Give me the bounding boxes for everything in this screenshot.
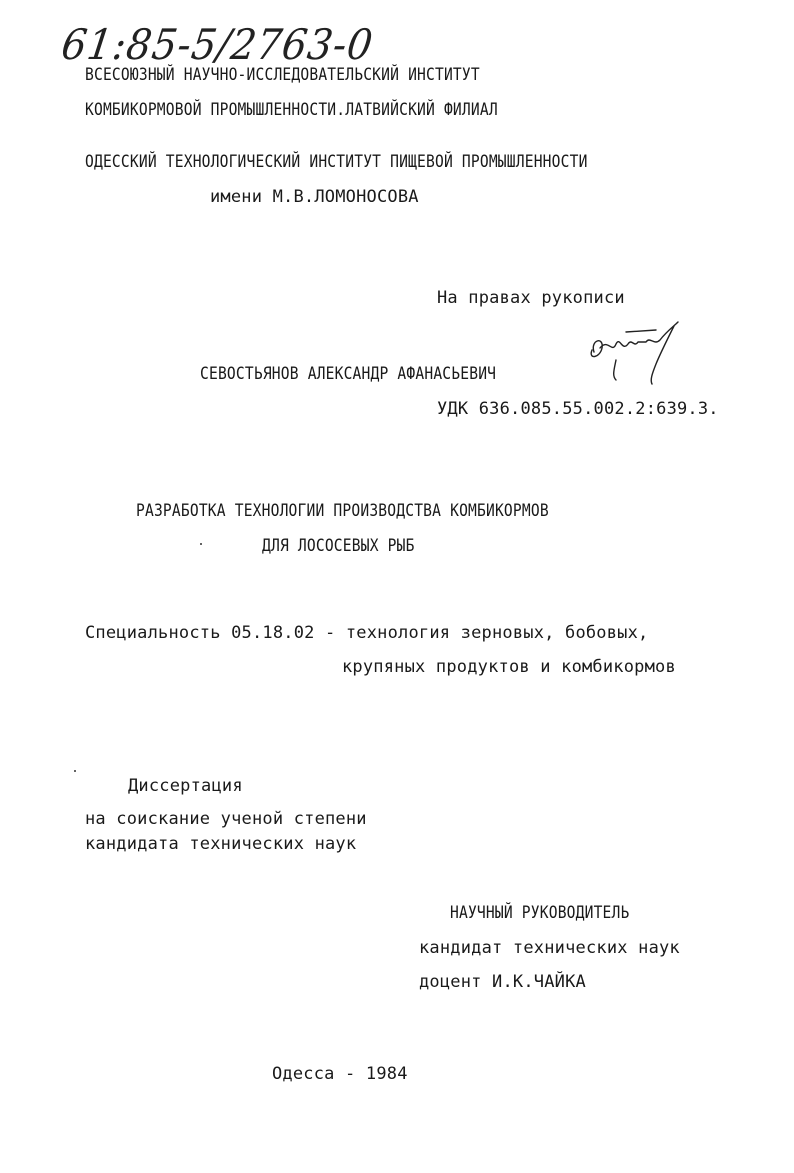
dissertation-line-2: на соискание ученой степени xyxy=(85,809,367,829)
institution-line-4: имени М.В.ЛОМОНОСОВА xyxy=(210,187,419,207)
dissertation-line-3: кандидата технических наук xyxy=(85,834,357,854)
specialty-line-1: Специальность 05.18.02 - технология зерновых, бобовых, xyxy=(85,623,649,643)
supervisor-degree: кандидат технических наук xyxy=(419,938,680,958)
specialty-line-2: крупяных продуктов и комбикормов xyxy=(342,657,676,677)
institution-line-2: КОМБИКОРМОВОЙ ПРОМЫШЛЕННОСТИ.ЛАТВИЙСКИЙ ФИЛИАЛ xyxy=(85,100,498,120)
supervisor-name: доцент И.К.ЧАЙКА xyxy=(419,972,586,992)
dissertation-heading: Диссертация xyxy=(128,776,243,796)
title-line-2: ДЛЯ ЛОСОСЕВЫХ РЫБ xyxy=(262,536,415,556)
author-name: СЕВОСТЬЯНОВ АЛЕКСАНДР АФАНАСЬЕВИЧ xyxy=(200,364,497,384)
supervisor-heading: НАУЧНЫЙ РУКОВОДИТЕЛЬ xyxy=(450,903,630,923)
archive-number-handwritten: 61:85-5/2763-0 xyxy=(58,20,377,69)
author-signature xyxy=(586,318,686,388)
scan-speck xyxy=(200,543,202,545)
title-line-1: РАЗРАБОТКА ТЕХНОЛОГИИ ПРОИЗВОДСТВА КОМБИКОРМОВ xyxy=(136,501,549,521)
manuscript-note: На правах рукописи xyxy=(437,288,625,308)
scan-speck xyxy=(74,770,76,772)
institution-line-1: ВСЕСОЮЗНЫЙ НАУЧНО-ИССЛЕДОВАТЕЛЬСКИЙ ИНСТИТУТ xyxy=(85,65,480,85)
institution-line-3: ОДЕССКИЙ ТЕХНОЛОГИЧЕСКИЙ ИНСТИТУТ ПИЩЕВОЙ ПРОМЫШЛЕННОСТИ xyxy=(85,152,588,172)
udc-code: УДК 636.085.55.002.2:639.3. xyxy=(437,399,719,419)
place-year: Одесса - 1984 xyxy=(272,1064,408,1084)
